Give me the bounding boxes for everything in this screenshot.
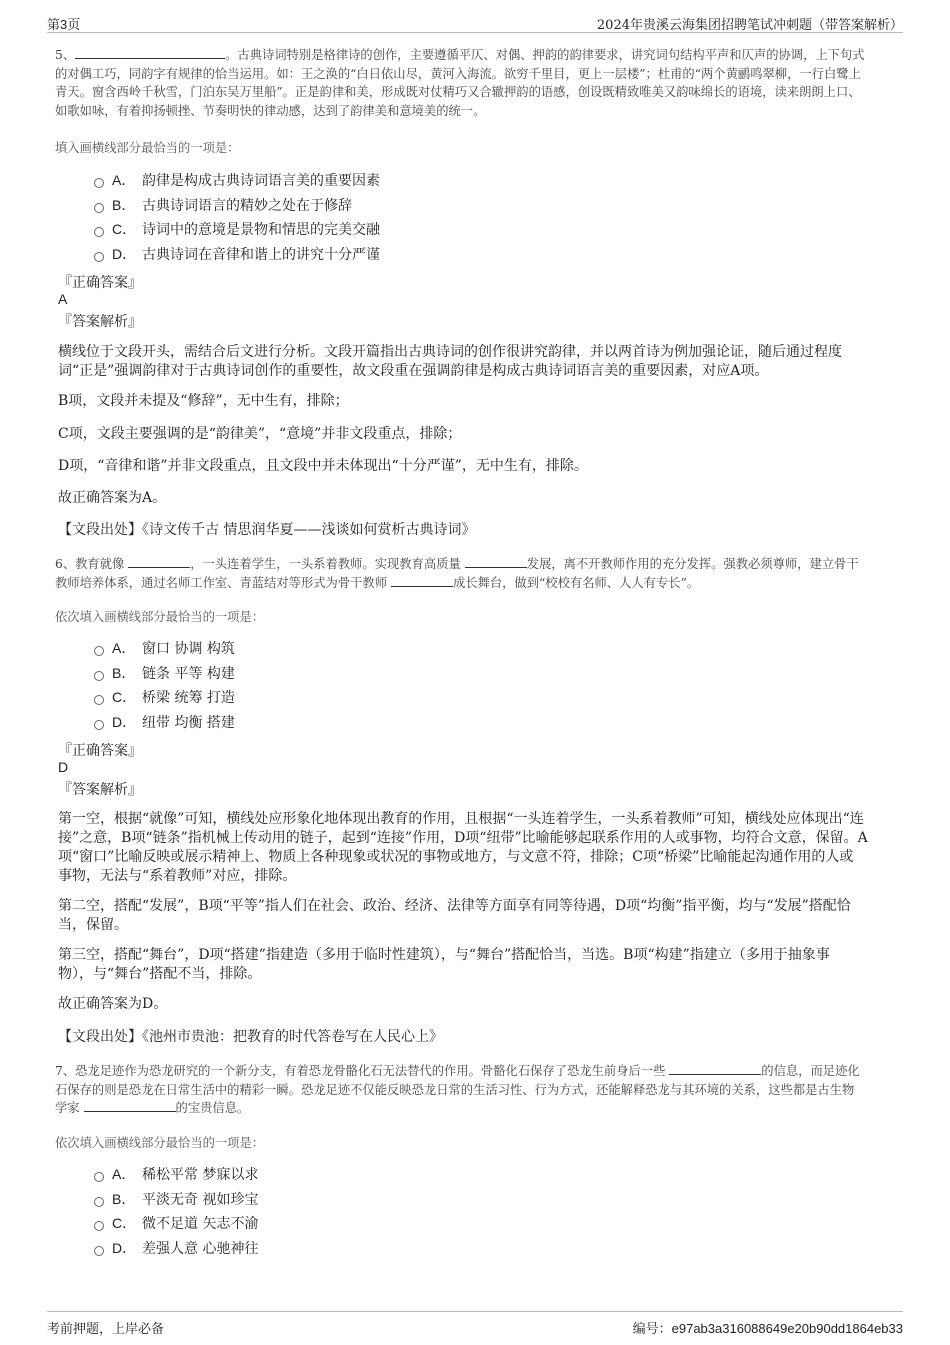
analysis-paragraph: B项，文段并未提及“修辞”，无中生有，排除； <box>58 393 349 409</box>
radio-icon[interactable] <box>94 203 104 213</box>
analysis-conclusion: 故正确答案为D。 <box>58 996 168 1012</box>
radio-icon[interactable] <box>94 1246 104 1256</box>
option-c[interactable]: C． 桥梁 统筹 打造 <box>94 685 235 710</box>
analysis-conclusion: 故正确答案为A。 <box>58 490 167 506</box>
radio-icon[interactable] <box>94 178 104 188</box>
question-5-options <box>94 168 380 266</box>
analysis-paragraph: 第三空，搭配“舞台”，D项“搭建”指建造（多用于临时性建筑），与“舞台”搭配恰当，当选。B项“构建”指建立（多用于抽象事 物），与“舞台”搭配不当，排除。 <box>58 947 830 982</box>
analysis-paragraph: 第二空，搭配“发展”，B项“平等”指人们在社会、政治、经济、法律等方面享有同等待遇，D项“均衡”指平衡，均与“发展”搭配恰 当，保留。 <box>58 898 851 933</box>
option-d[interactable]: D． 纽带 均衡 搭建 <box>94 710 235 735</box>
question-5-stem <box>55 46 900 120</box>
radio-icon[interactable] <box>94 695 104 705</box>
page-number: 第3页 <box>47 17 81 32</box>
fill-blank <box>391 574 453 587</box>
radio-icon[interactable] <box>94 1197 104 1207</box>
option-a[interactable]: A． 韵律是构成古典诗词语言美的重要因素 <box>94 168 380 193</box>
analysis-paragraph: 第一空，根据“就像”可知，横线处应形象化地体现出教育的作用，且根据“一头连着学生，一头系着教师”可知，横线处应体现出“连 接”之意，B项“链条”指机械上传动用的链子，起到“连接”作用，D项“纽带”比喻能够起联系作用的人或事物，均符合文意，保留。A 项“窗口”比喻反映或展示精神上、物质上各种现象或状况的事物或地方，与文意不符，排除；C项“桥梁”比喻能起沟通作用的人或 事物，无法与“系着教师”对应，排除。 <box>58 811 868 884</box>
answer-label: 『正确答案』 <box>58 743 142 759</box>
stem-text: 的对偶工巧，同韵字有规律的恰当运用。如：王之涣的“白日依山尽，黄河入海流。欲穷千里目，更上一层楼”；杜甫的“两个黄鹂鸣翠柳，一行白鹭上 <box>55 66 861 81</box>
correct-answer: A <box>58 291 68 307</box>
analysis-label: 『答案解析』 <box>58 314 142 330</box>
option-d[interactable]: D． 差强人意 心驰神往 <box>94 1236 258 1261</box>
question-number: 7、 <box>55 1064 76 1078</box>
question-number: 6、 <box>55 557 76 571</box>
question-prompt: 依次填入画横线部分最恰当的一项是： <box>55 1136 265 1150</box>
radio-icon[interactable] <box>94 720 104 730</box>
fill-blank <box>128 555 190 568</box>
radio-icon[interactable] <box>94 671 104 681</box>
analysis-label: 『答案解析』 <box>58 782 142 798</box>
page-footer <box>47 1311 903 1336</box>
question-7-options <box>94 1162 258 1260</box>
radio-icon[interactable] <box>94 646 104 656</box>
document-title: 2024年贵溪云海集团招聘笔试冲刺题（带答案解析） <box>596 18 903 33</box>
option-d[interactable]: D． 古典诗词在音律和谐上的讲究十分严谨 <box>94 242 380 267</box>
option-a[interactable]: A． 窗口 协调 构筑 <box>94 636 235 661</box>
footer-slogan: 考前押题，上岸必备 <box>47 1322 165 1337</box>
analysis-paragraph: 横线位于文段开头，需结合后文进行分析。文段开篇指出古典诗词的创作很讲究韵律，并以两首诗为例加强论证，随后通过程度 词“正是”强调韵律对于古典诗词创作的重要性，故文段重在强调韵律是构成古典诗词语言美的重要因素，对应A项。 <box>58 344 842 379</box>
fill-blank <box>84 1099 176 1112</box>
radio-icon[interactable] <box>94 252 104 262</box>
stem-text: 如歌如咏，有着抑扬顿挫、节奏明快的律动感，达到了韵律美和意境美的统一。 <box>55 103 486 118</box>
radio-icon[interactable] <box>94 1221 104 1231</box>
option-b[interactable]: B． 古典诗词语言的精妙之处在于修辞 <box>94 193 380 218</box>
fill-blank <box>75 46 225 59</box>
analysis-paragraph: C项，文段主要强调的是“韵律美”，“意境”并非文段重点，排除； <box>58 426 462 442</box>
option-c[interactable]: C． 诗词中的意境是景物和情思的完美交融 <box>94 217 380 242</box>
source-citation: 【文段出处】《池州市贵池：把教育的时代答卷写在人民心上》 <box>58 1029 443 1045</box>
option-b[interactable]: B． 平淡无奇 视如珍宝 <box>94 1187 258 1212</box>
page-header <box>47 10 903 33</box>
fill-blank <box>465 555 527 568</box>
option-c[interactable]: C． 微不足道 矢志不渝 <box>94 1211 258 1236</box>
question-prompt: 依次填入画横线部分最恰当的一项是： <box>55 610 265 624</box>
radio-icon[interactable] <box>94 1172 104 1182</box>
fill-blank <box>669 1062 761 1075</box>
analysis-paragraph: D项，“音律和谐”并非文段重点，且文段中并未体现出“十分严谨”，无中生有，排除。 <box>58 458 588 474</box>
option-a[interactable]: A． 稀松平常 梦寐以求 <box>94 1162 258 1187</box>
answer-label: 『正确答案』 <box>58 275 142 291</box>
radio-icon[interactable] <box>94 227 104 237</box>
stem-text: 青天。窗含西岭千秋雪，门泊东吴万里船”。正是韵律和美，形成既对仗精巧又合辙押韵的语感，创设既精致唯美又韵味绵长的语境，读来朗朗上口、 <box>55 85 861 100</box>
question-6-stem: 6、教育就像 ，一头连着学生，一头系着教师。实现教育高质量 发展，离不开教师作用的充分发挥。强教必须尊师，建立骨干 教师培养体系，通过名师工作室、青蓝结对等形式为骨干教师 成长舞台，做到“校校有名师、人人有专长”。 <box>55 557 859 590</box>
correct-answer: D <box>58 759 69 775</box>
question-6-options <box>94 636 235 734</box>
question-number: 5、 <box>55 48 76 62</box>
source-citation: 【文段出处】《诗文传千古 情思润华夏——浅谈如何赏析古典诗词》 <box>58 522 476 538</box>
stem-text: 。古典诗词特别是格律诗的创作，主要遵循平仄、对偶、押韵的韵律要求，讲究词句结构平声和仄声的协调，上下句式 <box>225 48 865 62</box>
question-7-stem: 7、恐龙足迹作为恐龙研究的一个新分支，有着恐龙骨骼化石无法替代的作用。骨骼化石保存了恐龙生前身后一些 的信息，而足迹化 石保存的则是恐龙在日常生活中的精彩一瞬。恐龙足迹不仅能反映恐龙日常的生活习性、行为方式，还能解释恐龙与其环境的关系，这些都是古生物 学家 的宝贵信息。 <box>55 1064 860 1116</box>
question-prompt: 填入画横线部分最恰当的一项是： <box>55 141 240 155</box>
option-b[interactable]: B． 链条 平等 构建 <box>94 661 235 686</box>
document-code: 编号：e97ab3a316088649e20b90dd1864eb33 <box>632 1321 903 1337</box>
